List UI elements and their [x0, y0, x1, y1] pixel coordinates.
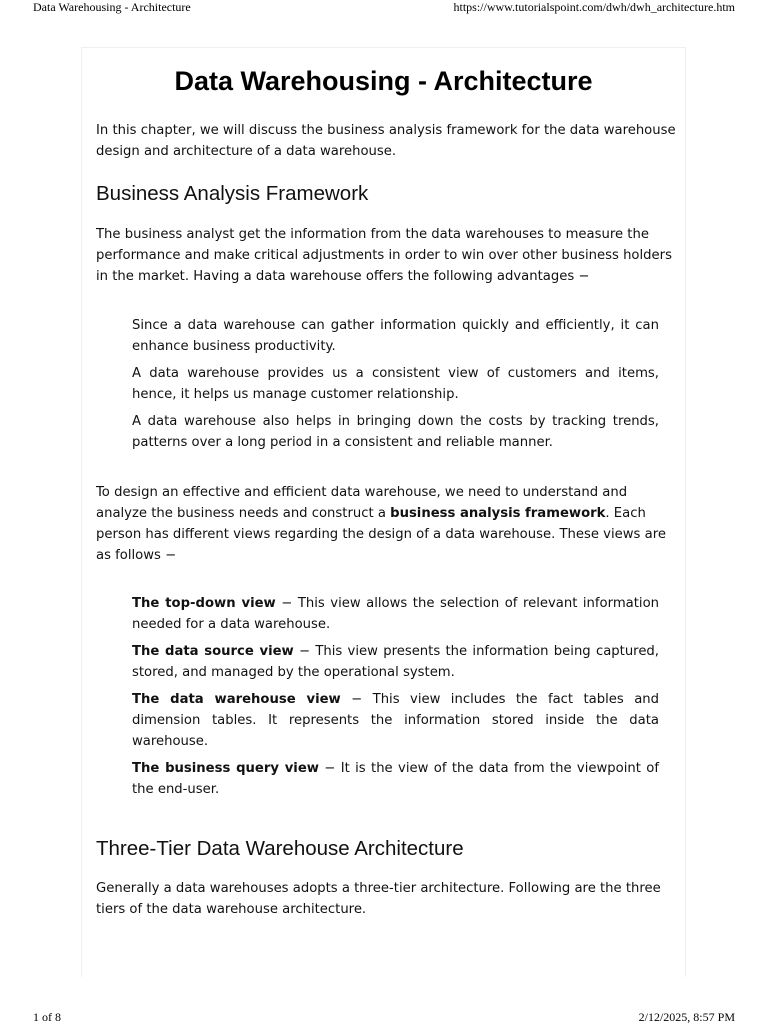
- view-item-top-down: [132, 593, 659, 635]
- page-title: Data Warehousing - Architecture: [174, 66, 593, 96]
- view-term: The data source view: [132, 644, 294, 659]
- design-text-before: To design an effective and efficient data warehouse, we need to understand and analyze the business needs and construct a: [96, 485, 628, 521]
- view-item-business-query: [132, 758, 659, 800]
- print-footer: [0, 1010, 768, 1024]
- views-list: [132, 593, 659, 806]
- print-header-url: https://www.tutorialspoint.com/dwh/dwh_architecture.htm: [453, 0, 735, 14]
- design-text-after: . Each person has different views regarding the design of a data warehouse. These views are as follows −: [96, 506, 666, 563]
- print-timestamp: 2/12/2025, 8:57 PM: [638, 1010, 735, 1024]
- list-item: A data warehouse also helps in bringing down the costs by tracking trends, patterns over a long period in a consistent and reliable manner.: [132, 414, 659, 450]
- view-description: − This view allows the selection of relevant information needed for a data warehouse.: [132, 596, 660, 632]
- view-term: The data warehouse view: [132, 692, 341, 707]
- view-description: − It is the view of the data from the viewpoint of the end-user.: [132, 761, 659, 797]
- business-analyst-paragraph: The business analyst get the information from the data warehouses to measure the performance and make critical adjustments in order to win over other business holders in the market. Having a data warehouse offers the following advantages −: [96, 227, 672, 284]
- section-heading-three-tier-architecture: Three-Tier Data Warehouse Architecture: [96, 837, 464, 860]
- view-item-data-warehouse: [132, 689, 659, 752]
- view-term: The top-down view: [132, 596, 276, 611]
- list-item: Since a data warehouse can gather information quickly and efficiently, it can enhance business productivity.: [132, 318, 659, 354]
- view-term: The business query view: [132, 761, 319, 776]
- page-count: 1 of 8: [33, 1010, 61, 1024]
- print-header-title: Data Warehousing - Architecture: [33, 0, 191, 14]
- intro-paragraph: In this chapter, we will discuss the business analysis framework for the data warehouse design and architecture of a data warehouse.: [96, 123, 676, 159]
- view-description: − This view includes the fact tables and dimension tables. It represents the information stored inside the data warehouse.: [132, 692, 660, 749]
- three-tier-paragraph: Generally a data warehouses adopts a three-tier architecture. Following are the three tiers of the data warehouse architecture.: [96, 881, 661, 917]
- list-item: A data warehouse provides us a consistent view of customers and items, hence, it helps us manage customer relationship.: [132, 366, 659, 402]
- view-description: − This view presents the information being captured, stored, and managed by the operational system.: [132, 644, 659, 680]
- design-paragraph: [96, 482, 676, 566]
- article-content: [81, 47, 686, 977]
- advantages-list: [132, 315, 659, 459]
- section-heading-business-analysis-framework: Business Analysis Framework: [96, 182, 369, 205]
- view-item-data-source: [132, 641, 659, 683]
- business-analysis-framework-term: business analysis framework: [390, 506, 606, 521]
- print-header: [0, 0, 768, 14]
